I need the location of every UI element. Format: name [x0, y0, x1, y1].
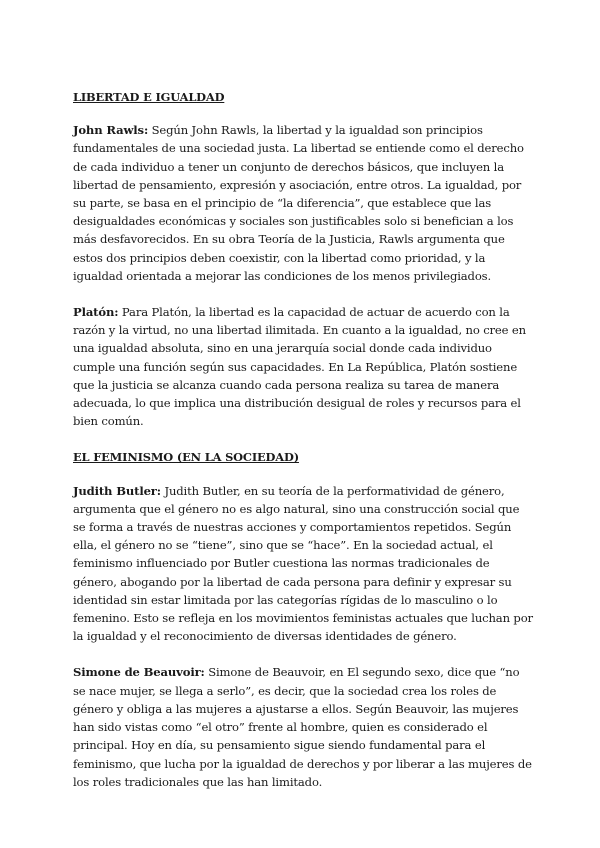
paragraph-platon — [73, 303, 533, 430]
author-name: Judith Butler: — [73, 483, 161, 498]
section-libertad-igualdad — [73, 88, 533, 430]
author-name: John Rawls: — [73, 123, 149, 138]
paragraph-text: Judith Butler, en su teoría de la performatividad de género, argumenta que el género no es algo natural, sino una construcción social que se forma a través de nuestras acciones y comportamientos repetidos. Según ella, el género no se “tiene”, sino que se “hace”. En la sociedad actual, el feminismo influenciado por Butler cuestiona las normas tradicionales de género, abogando por la libertad de cada persona para definir y expresar su identidad sin estar limitada por las categorías rígidas de lo masculino o lo femenino. Esto se refleja en los movimientos feministas actuales que luchan por la igualdad y el reconocimiento de diversas identidades de género. — [73, 483, 533, 644]
section-heading: EL FEMINISMO (EN LA SOCIEDAD) — [73, 450, 299, 465]
paragraph-text: Según John Rawls, la libertad y la igualdad son principios fundamentales de una sociedad justa. La libertad se entiende como el derecho de cada individuo a tener un conjunto de derechos básicos, que incluyen la libertad de pensamiento, expresión y asociación, entre otros. La igualdad, por su parte, se basa en el principio de “la diferencia”, que establece que las desigualdades económicas y sociales son justificables solo si benefician a los más desfavorecidos. En su obra Teoría de la Justicia, Rawls argumenta que estos dos principios deben coexistir, con la libertad como prioridad, y la igualdad orientada a mejorar las condiciones de los menos privilegiados. — [73, 123, 524, 283]
author-name: Platón: — [73, 305, 119, 320]
paragraph-simone-de-beauvoir — [73, 663, 533, 790]
author-name: Simone de Beauvoir: — [73, 665, 205, 680]
section-heading: LIBERTAD E IGUALDAD — [73, 90, 225, 104]
document-page — [73, 88, 533, 809]
section-feminismo — [73, 448, 533, 790]
paragraph-judith-butler — [73, 482, 533, 646]
paragraph-john-rawls — [73, 121, 533, 285]
paragraph-text: Simone de Beauvoir, en El segundo sexo, dice que “no se nace mujer, se llega a serlo”, es decir, que la sociedad crea los roles de género y obliga a las mujeres a ajustarse a ellos. Según Beauvoir, las mujeres han sido vistas como “el otro” frente al hombre, quien es considerado el principal. Hoy en día, su pensamiento sigue siendo fundamental para el feminismo, que lucha por la igualdad de derechos y por liberar a las mujeres de los roles tradicionales que las han limitado. — [73, 665, 532, 789]
paragraph-text: Para Platón, la libertad es la capacidad de actuar de acuerdo con la razón y la virtud, no una libertad ilimitada. En cuanto a la igualdad, no cree en una igualdad absoluta, sino en una jerarquía social donde cada individuo cumple una función según sus capacidades. En La República, Platón sostiene que la justicia se alcanza cuando cada persona realiza su tarea de manera adecuada, lo que implica una distribución desigual de roles y recursos para el bien común. — [73, 305, 526, 429]
